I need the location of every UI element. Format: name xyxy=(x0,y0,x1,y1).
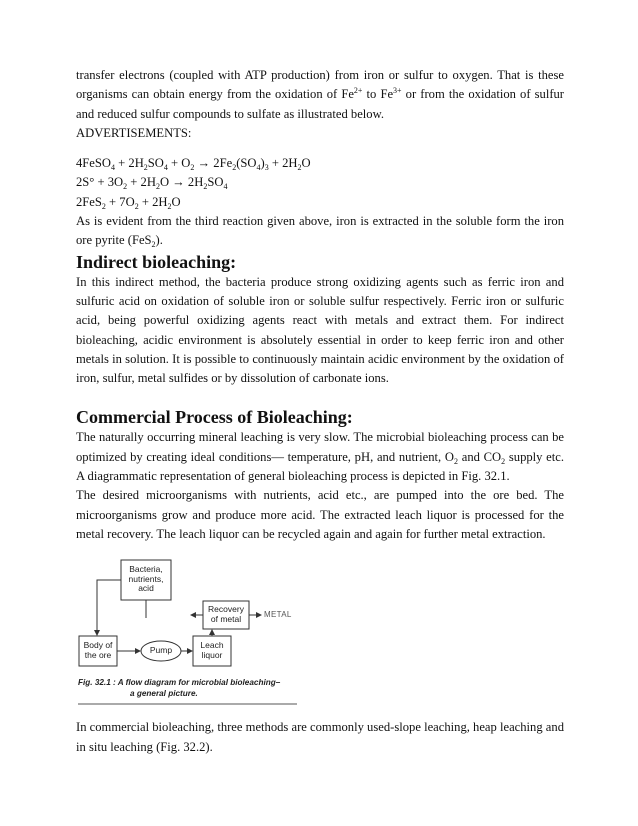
equation-3: $2FeS_2 + 7O_2 + 2H_2O$ xyxy=(76,194,181,211)
body-label: Body of the ore xyxy=(83,640,113,660)
bioleaching-flow-diagram xyxy=(77,556,337,708)
figure-caption: Fig. 32.1 : A flow diagram for microbial bioleaching– a general picture. xyxy=(78,678,281,698)
metal-label: METAL xyxy=(264,610,292,620)
leach-label: Leach liquor xyxy=(200,640,224,660)
advertisements-label: ADVERTISEMENTS: xyxy=(76,125,192,140)
paragraph-indirect-method: In this indirect method, the bacteria produce strong oxidizing agents such as ferric iron and sulfuric acid on oxidation of soluble iron or soluble sulfur respectively. Ferric iron or sulfuric acid, being powerful oxidizing agents react with metals and extract them. For indirect bioleaching, acidic environment is absolutely essential in order to keep ferric iron and other metals in solution. It is possible to continuously maintain acidic environment by the oxidation of iron, sulfur, metal sulfides or by dissolution of carbonate ions. xyxy=(76,274,564,386)
paragraph-commercial-methods: In commercial bioleaching, three methods are commonly used-slope leaching, heap leaching and in situ leaching (Fig. 32.2). xyxy=(76,720,564,754)
recovery-label: Recovery of metal xyxy=(208,604,244,624)
pump-label: Pump xyxy=(149,645,173,656)
document-page xyxy=(76,66,564,757)
paragraph-pyrite: As is evident from the third reaction given above, iron is extracted in the soluble form the iron ore pyrite (FeS$_2$). xyxy=(76,214,564,250)
heading-indirect-bioleaching: Indirect bioleaching: xyxy=(76,251,237,272)
equation-1: 4FeSO$_4$ + $2H_2SO_4 + O_2 \to 2Fe_2(SO_4)_3 + 2H_2O$ xyxy=(76,156,311,173)
paragraph-natural-leaching: The naturally occurring mineral leaching is very slow. The microbial bioleaching process can be optimized by creating ideal conditions— temperature, pH, and nutrient, $O_2$ and $CO_2$ supply etc. A diagrammatic representation of general bioleaching process is depicted in Fig. 32.1. xyxy=(76,430,565,484)
equation-2: $2S^\circ + 3O_2 + 2H_2O \to 2H_2SO_4$ xyxy=(76,175,228,192)
paragraph-electron-transfer: transfer electrons (coupled with ATP production) from iron or sulfur to oxygen. That is these organisms can obtain energy from the oxidation of $Fe^{2+}$ to $Fe^{3+}$ or from the oxidation of sulfur and reduced sulfur compounds to sulfate as illustrated below. xyxy=(76,68,565,121)
bacteria-label: Bacteria, nutrients, acid xyxy=(128,564,164,594)
paragraph-desired-microorganisms: The desired microorganisms with nutrients, acid etc., are pumped into the ore bed. The microorganisms grow and produce more acid. The extracted leach liquor is processed for the metal recovery. The leach liquor can be recycled again and again for further metal extraction. xyxy=(76,488,564,541)
heading-commercial-process: Commercial Process of Bioleaching: xyxy=(76,407,353,428)
